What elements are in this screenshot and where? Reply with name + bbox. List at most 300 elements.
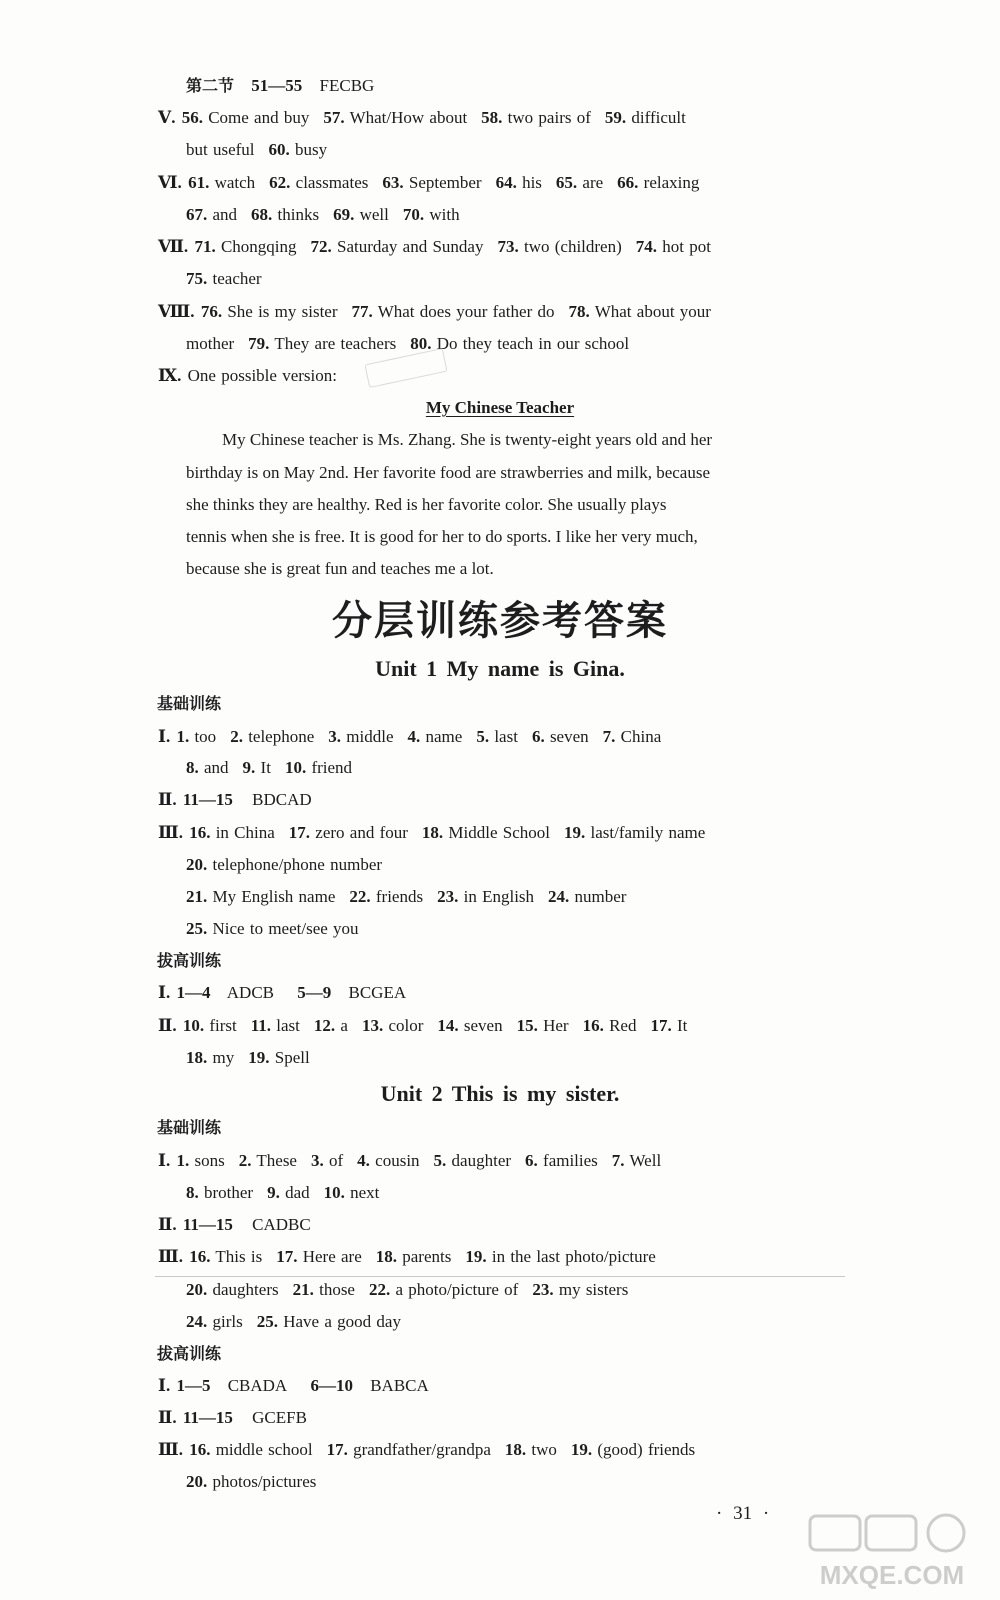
item-number: 3. — [328, 727, 342, 746]
item-number: 16. — [189, 1440, 211, 1459]
answer-item — [189, 1440, 312, 1459]
item-answer: dad — [285, 1183, 310, 1202]
answer-item — [505, 1440, 557, 1459]
section-label: 第二节 — [186, 76, 235, 95]
item-answer: families — [543, 1151, 598, 1170]
answer-item — [352, 302, 555, 321]
unit-1-basic-iii-line-4 — [186, 917, 359, 941]
item-answer: cousin — [375, 1151, 420, 1170]
answer-letters: CBADA — [227, 1376, 288, 1395]
answer-item — [517, 1016, 569, 1035]
item-answer: Do they teach in our school — [436, 334, 630, 353]
item-number: 25. — [256, 1312, 278, 1331]
answer-letters: FECBG — [319, 76, 375, 95]
unit-1-advanced-ii-line-1 — [158, 1014, 687, 1038]
item-number: 57. — [323, 108, 345, 127]
item-number: 70. — [402, 205, 425, 224]
item-number: 23. — [532, 1280, 554, 1299]
item-number: 8. — [186, 1183, 199, 1202]
roman-numeral: Ⅰ. — [158, 1376, 171, 1395]
fold-line — [155, 1276, 845, 1277]
item-answer: are — [582, 173, 604, 192]
item-number: 59. — [604, 108, 627, 127]
item-answer: a — [340, 1016, 348, 1035]
roman-numeral: Ⅶ. — [158, 237, 189, 256]
item-answer: China — [620, 727, 662, 746]
answer-item — [248, 1048, 309, 1067]
item-answer: brother — [204, 1183, 254, 1202]
item-number: 4. — [407, 727, 421, 746]
unit-1-basic-i-line-2 — [186, 756, 352, 780]
item-answer: friends — [375, 887, 424, 906]
item-answer: my — [212, 1048, 235, 1067]
item-number: 76. — [200, 302, 223, 321]
answer-item — [569, 302, 711, 321]
item-answer: Spell — [274, 1048, 310, 1067]
item-answer: number — [574, 887, 627, 906]
watermark-text: MXQE.COM — [819, 1560, 965, 1590]
answer-letters: BABCA — [370, 1376, 429, 1395]
item-number: 19. — [570, 1440, 593, 1459]
roman-numeral: Ⅵ. — [158, 173, 182, 192]
item-answer: What/How about — [349, 108, 468, 127]
item-answer: those — [319, 1280, 355, 1299]
item-number: 72. — [310, 237, 332, 256]
item-number: 20. — [186, 1472, 208, 1491]
item-answer: two — [531, 1440, 557, 1459]
answer-item — [369, 1280, 518, 1299]
roman-numeral: Ⅰ. — [158, 983, 171, 1002]
item-answer: My English name — [212, 887, 336, 906]
item-answer: It — [676, 1016, 688, 1035]
answer-item — [285, 758, 352, 777]
answer-items — [186, 758, 352, 777]
item-range: 5—9 — [297, 983, 332, 1002]
answer-item — [636, 237, 711, 256]
answer-item — [188, 173, 255, 192]
roman-numeral: Ⅱ. — [158, 1215, 177, 1234]
answer-item — [251, 205, 319, 224]
item-answer: two (children) — [523, 237, 622, 256]
answer-items — [189, 1440, 695, 1459]
answer-item — [548, 887, 626, 906]
answer-item — [408, 727, 463, 746]
item-number: 1. — [176, 1151, 190, 1170]
item-answer: name — [425, 727, 463, 746]
item-range: 11—15 — [182, 1215, 233, 1234]
roman-numeral: Ⅲ. — [158, 1247, 183, 1266]
item-answer: daughters — [212, 1280, 279, 1299]
roman-numeral: Ⅲ. — [158, 1440, 183, 1459]
item-number: 18. — [375, 1247, 397, 1266]
item-number: 62. — [269, 173, 291, 192]
answer-item — [186, 919, 359, 938]
answer-items — [182, 108, 686, 127]
item-number: 16. — [189, 823, 211, 842]
item-answer: and — [212, 205, 238, 224]
unit-2-advanced-iii-line-1 — [158, 1438, 695, 1462]
item-answer: next — [350, 1183, 380, 1202]
item-answer: in the last photo/picture — [491, 1247, 656, 1266]
answer-item — [564, 823, 705, 842]
item-answer: photos/pictures — [212, 1472, 317, 1491]
essay-line-4: tennis when she is free. It is good for her to do sports. I like her very much, — [186, 527, 698, 546]
roman-numeral: Ⅷ. — [158, 302, 195, 321]
answer-item — [349, 887, 423, 906]
answer-item — [327, 1440, 491, 1459]
answer-item — [311, 237, 484, 256]
answer-item — [189, 1247, 262, 1266]
item-number: 63. — [382, 173, 404, 192]
answer-items — [186, 1472, 316, 1491]
item-answer: This is — [215, 1247, 263, 1266]
answer-item — [239, 1151, 297, 1170]
essay-title — [0, 396, 1000, 420]
unit-2-advanced-iii-line-2 — [186, 1470, 316, 1494]
item-answer: my sisters — [558, 1280, 629, 1299]
roman-numeral: Ⅱ. — [158, 1408, 177, 1427]
answer-item — [289, 823, 408, 842]
item-range: 51—55 — [251, 76, 303, 95]
item-number: 17. — [650, 1016, 672, 1035]
item-number: 17. — [288, 823, 311, 842]
item-answer: They are teachers — [274, 334, 397, 353]
item-answer: with — [429, 205, 460, 224]
item-number: 2. — [230, 727, 243, 746]
answer-item — [525, 1151, 598, 1170]
roman-numeral: Ⅱ. — [158, 790, 177, 809]
unit-2-advanced-ii — [158, 1406, 307, 1430]
answer-item — [605, 108, 686, 127]
answer-item — [650, 1016, 687, 1035]
item-answer: Come and buy — [208, 108, 310, 127]
answer-item — [176, 1151, 224, 1170]
item-number: 3. — [310, 1151, 324, 1170]
answer-item — [186, 140, 255, 159]
answer-item — [251, 1016, 300, 1035]
answer-item — [382, 173, 481, 192]
essay-line-3: she thinks they are healthy. Red is her favorite color. She usually plays — [186, 495, 667, 514]
item-number: 79. — [248, 334, 270, 353]
answer-letters: BCGEA — [348, 983, 407, 1002]
part-viii-line-2 — [186, 332, 629, 356]
roman-numeral: Ⅲ. — [158, 823, 183, 842]
unit-2-basic-i-line-2 — [186, 1181, 379, 1205]
item-number: 14. — [437, 1016, 459, 1035]
item-answer: She is my sister — [227, 302, 338, 321]
answer-item — [243, 758, 271, 777]
item-answer: relaxing — [643, 173, 700, 192]
item-number: 19. — [564, 823, 586, 842]
item-answer: well — [359, 205, 389, 224]
answer-items — [201, 302, 711, 321]
item-number: 16. — [189, 1247, 211, 1266]
unit-2-basic-iii-line-3 — [186, 1310, 401, 1334]
item-answer: teacher — [212, 269, 262, 288]
item-number: 16. — [582, 1016, 604, 1035]
item-number: 8. — [186, 758, 199, 777]
item-answer: seven — [463, 1016, 503, 1035]
part-vi-line-2 — [186, 203, 460, 227]
item-number: 21. — [292, 1280, 314, 1299]
item-answer: These — [256, 1151, 297, 1170]
essay-line-2: birthday is on May 2nd. Her favorite food are strawberries and milk, because — [186, 463, 710, 482]
item-answer: thinks — [277, 205, 320, 224]
item-number: 67. — [186, 205, 208, 224]
answer-items — [186, 855, 382, 874]
item-answer: in English — [463, 887, 535, 906]
item-number: 69. — [333, 205, 355, 224]
section-2-answers — [186, 74, 374, 98]
item-number: 78. — [568, 302, 590, 321]
answer-item — [186, 1280, 279, 1299]
item-number: 5. — [433, 1151, 447, 1170]
item-number: 19. — [248, 1048, 270, 1067]
item-answer: his — [522, 173, 542, 192]
unit-2-basic-iii-line-2 — [186, 1278, 628, 1302]
unit-2-advanced-label: 拔高训练 — [157, 1344, 222, 1363]
item-number: 71. — [194, 237, 216, 256]
page-number: · 31 · — [716, 1503, 770, 1524]
item-answer: but useful — [186, 140, 255, 159]
item-number: 10. — [182, 1016, 205, 1035]
answer-letters: CADBC — [252, 1215, 311, 1234]
answer-item — [186, 1048, 234, 1067]
answer-item — [532, 1280, 628, 1299]
item-range: 1—4 — [176, 983, 211, 1002]
answer-item — [323, 108, 467, 127]
item-range: 11—15 — [182, 790, 233, 809]
answer-item — [603, 727, 662, 746]
item-range: 1—5 — [176, 1376, 211, 1395]
unit-2-basic-i-line-1 — [158, 1149, 661, 1173]
answer-items — [194, 237, 711, 256]
answer-item — [183, 1016, 237, 1035]
item-answer: seven — [549, 727, 589, 746]
item-number: 21. — [186, 887, 208, 906]
item-answer: parents — [402, 1247, 452, 1266]
part-vii-line-2 — [186, 267, 262, 291]
item-number: 6. — [525, 1151, 538, 1170]
answer-item — [269, 140, 328, 159]
item-answer: and — [204, 758, 229, 777]
item-answer: sons — [194, 1151, 225, 1170]
item-answer: September — [408, 173, 482, 192]
item-number: 20. — [186, 1280, 208, 1299]
item-number: 2. — [238, 1151, 252, 1170]
answer-item — [182, 108, 310, 127]
item-number: 68. — [251, 205, 273, 224]
item-number: 17. — [276, 1247, 298, 1266]
answer-item — [362, 1016, 423, 1035]
item-number: 19. — [465, 1247, 487, 1266]
answer-items — [186, 919, 359, 938]
part-v-line-2 — [186, 138, 327, 162]
item-answer: middle school — [215, 1440, 313, 1459]
unit-1-basic-iii-line-2 — [186, 853, 382, 877]
item-number: 13. — [361, 1016, 384, 1035]
item-answer: middle — [346, 727, 394, 746]
item-answer: mother — [186, 334, 235, 353]
roman-numeral: Ⅰ. — [158, 727, 171, 746]
unit-1-advanced-i — [158, 981, 406, 1005]
item-answer: first — [209, 1016, 237, 1035]
item-answer: in China — [215, 823, 275, 842]
item-number: 18. — [421, 823, 444, 842]
answer-item — [437, 887, 534, 906]
roman-numeral: Ⅰ. — [158, 1151, 171, 1170]
answer-letters: GCEFB — [252, 1408, 307, 1427]
answer-item — [248, 334, 396, 353]
essay-line-5: because she is great fun and teaches me a lot. — [186, 559, 494, 578]
item-number: 18. — [186, 1048, 208, 1067]
answer-item — [328, 727, 393, 746]
item-number: 73. — [497, 237, 519, 256]
item-answer: Chongqing — [220, 237, 297, 256]
item-number: 61. — [188, 173, 210, 192]
item-number: 22. — [349, 887, 371, 906]
answer-items — [189, 823, 705, 842]
answer-letters: BDCAD — [252, 790, 312, 809]
answer-item — [324, 1183, 380, 1202]
unit-1-advanced-ii-line-2 — [186, 1046, 310, 1070]
item-answer: Middle School — [448, 823, 551, 842]
answer-items — [176, 1151, 661, 1170]
item-number: 80. — [410, 334, 432, 353]
answer-items — [183, 1016, 688, 1035]
item-answer: Saturday and Sunday — [337, 237, 484, 256]
watermark-logo-icon — [806, 1512, 978, 1592]
item-number: 7. — [602, 727, 616, 746]
answer-item — [186, 758, 229, 777]
item-number: 9. — [242, 758, 256, 777]
answer-item — [186, 1472, 316, 1491]
item-answer: What does your father do — [377, 302, 555, 321]
item-number: 22. — [368, 1280, 391, 1299]
answer-items — [186, 1312, 401, 1331]
item-number: 56. — [181, 108, 203, 127]
answer-item — [481, 108, 591, 127]
answer-items — [188, 173, 699, 192]
item-number: 66. — [617, 173, 639, 192]
item-number: 17. — [326, 1440, 348, 1459]
answer-items — [186, 1183, 379, 1202]
item-number: 9. — [267, 1183, 280, 1202]
item-answer: last — [494, 727, 518, 746]
item-number: 64. — [495, 173, 517, 192]
answer-item — [556, 173, 603, 192]
item-number: 65. — [555, 173, 578, 192]
roman-numeral: Ⅸ. — [158, 366, 182, 385]
roman-numeral: Ⅱ. — [158, 1016, 177, 1035]
answer-item — [571, 1440, 695, 1459]
item-number: 7. — [611, 1151, 625, 1170]
answer-item — [617, 173, 699, 192]
answer-item — [230, 727, 314, 746]
answer-item — [186, 334, 234, 353]
unit-2-basic-label: 基础训练 — [157, 1118, 222, 1137]
answer-item — [357, 1151, 419, 1170]
answer-items — [186, 334, 629, 353]
unit-1-basic-iii-line-3 — [186, 885, 626, 909]
answer-item — [612, 1151, 661, 1170]
answer-item — [434, 1151, 511, 1170]
part-ix-line — [158, 364, 337, 388]
answer-item — [186, 205, 237, 224]
item-number: 11. — [250, 1016, 272, 1035]
unit-2-basic-ii — [158, 1213, 311, 1237]
item-answer: Red — [609, 1016, 637, 1035]
answer-item — [293, 1280, 355, 1299]
item-answer: watch — [214, 173, 256, 192]
answer-item — [422, 823, 550, 842]
answer-item — [186, 855, 382, 874]
answer-item — [333, 205, 389, 224]
part-viii-line-1 — [158, 300, 711, 324]
unit-1-basic-label: 基础训练 — [157, 694, 222, 713]
item-number: 1. — [176, 727, 190, 746]
part-vi-line-1 — [158, 171, 699, 195]
item-answer: color — [388, 1016, 424, 1035]
item-answer: Here are — [302, 1247, 362, 1266]
part-vii-line-1 — [158, 235, 711, 259]
answer-item — [186, 887, 335, 906]
item-number: 24. — [186, 1312, 208, 1331]
main-title: 分层训练参考答案 — [332, 598, 668, 644]
item-answer: two pairs of — [507, 108, 591, 127]
item-number: 77. — [351, 302, 373, 321]
unit-1-advanced-label: 拔高训练 — [157, 951, 222, 970]
answer-item — [276, 1247, 362, 1266]
answer-item — [497, 237, 621, 256]
item-number: 6. — [531, 727, 545, 746]
item-number: 15. — [516, 1016, 538, 1035]
essay-line-1: My Chinese teacher is Ms. Zhang. She is twenty-eight years old and her — [222, 430, 713, 449]
item-number: 12. — [313, 1016, 336, 1035]
item-answer: zero and four — [315, 823, 408, 842]
item-number: 5. — [476, 727, 490, 746]
answer-item — [186, 1312, 243, 1331]
answer-item — [583, 1016, 637, 1035]
item-answer: last/family name — [590, 823, 706, 842]
answer-items — [186, 1048, 310, 1067]
unit-2-basic-iii-line-1 — [158, 1245, 656, 1269]
part-v-line-1 — [158, 106, 686, 130]
answer-items — [189, 1247, 656, 1266]
answer-item — [403, 205, 460, 224]
item-answer: a photo/picture of — [395, 1280, 519, 1299]
item-answer: hot pot — [662, 237, 711, 256]
answer-item — [201, 302, 338, 321]
item-number: 20. — [186, 855, 208, 874]
item-number: 10. — [284, 758, 307, 777]
answer-item — [465, 1247, 656, 1266]
answer-item — [496, 173, 542, 192]
item-answer: difficult — [631, 108, 686, 127]
ix-text: One possible version: — [187, 366, 337, 385]
unit-1-basic-ii — [158, 788, 312, 812]
answer-item — [314, 1016, 348, 1035]
item-answer: Nice to meet/see you — [212, 919, 359, 938]
item-number: 18. — [504, 1440, 527, 1459]
answer-item — [176, 727, 216, 746]
item-number: 58. — [481, 108, 503, 127]
item-range: 11—15 — [182, 1408, 233, 1427]
answer-items — [186, 140, 327, 159]
item-number: 4. — [357, 1151, 370, 1170]
item-answer: Have a good day — [283, 1312, 401, 1331]
answer-item — [257, 1312, 401, 1331]
